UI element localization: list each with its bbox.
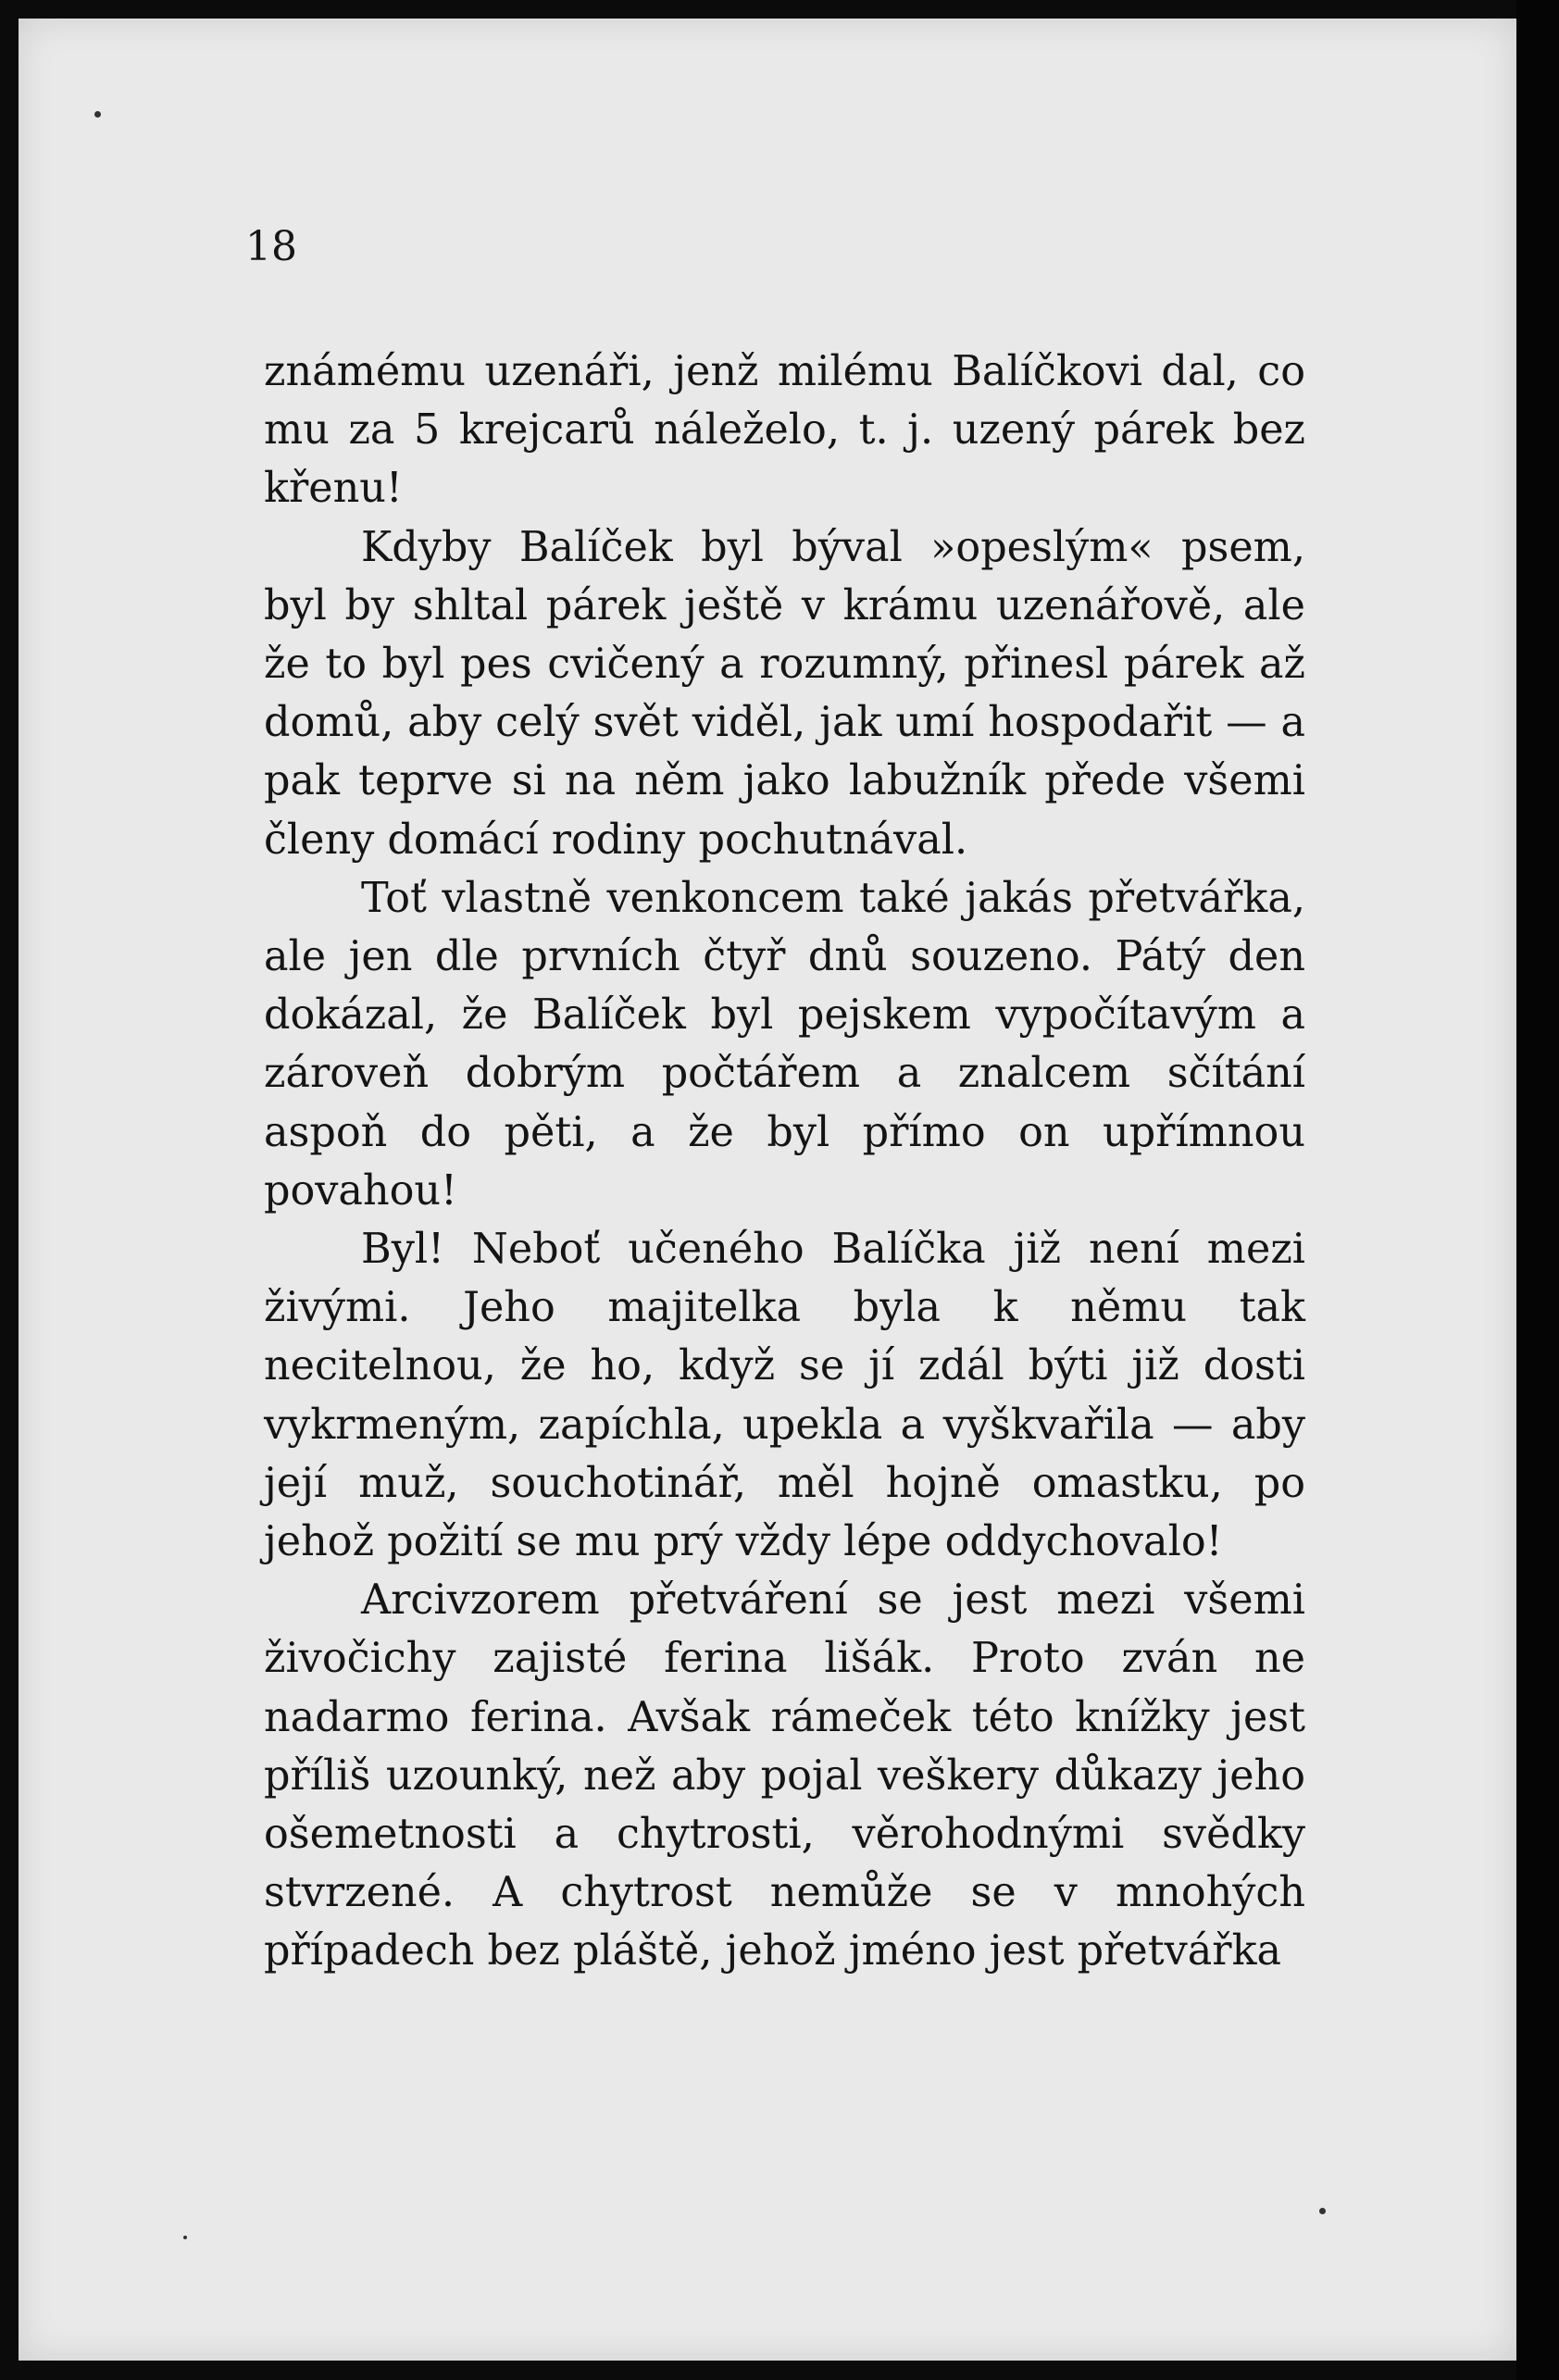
- paragraph-3: Toť vlastně venkoncem také jakás přetvářka, ale jen dle prvních čtyř dnů souzeno. Pátý den dokázal, že Balíček byl pejskem vypočítavým a zároveň dobrým počtářem a znalcem sčítání aspoň do pěti, a že byl přímo on upřímnou povahou!: [264, 874, 1305, 1215]
- paragraph-1: známému uzenáři, jenž milému Balíčkovi dal, co mu za 5 krejcarů náleželo, t. j. uzený párek bez křenu!: [264, 348, 1305, 513]
- body-text: [264, 343, 1305, 1981]
- print-speck: [94, 111, 101, 118]
- paragraph-2: Kdyby Balíček byl býval »opeslým« psem, byl by shltal párek ještě v krámu uzenářově, ale že to byl pes cvičený a rozumný, přinesl párek až domů, aby celý svět viděl, jak umí hospodařit — a pak teprve si na něm jako labužník přede všemi členy domácí rodiny pochutnával.: [264, 523, 1305, 864]
- book-spine-shadow: [1516, 0, 1559, 2380]
- print-speck: [1319, 2208, 1326, 2214]
- paragraph-5: Arcivzorem přetváření se jest mezi všemi živočichy zajisté ferina lišák. Proto zván ne nadarmo ferina. Avšak rámeček této knížky jest příliš uzounký, než aby pojal veškery důkazy jeho ošemetnosti a chytrosti, věrohodnými svědky stvrzené. A chytrost nemůže se v mnohých případech bez pláště, jehož jméno jest přetvářka: [264, 1576, 1305, 1975]
- paragraph-4: Byl! Neboť učeného Balíčka již není mezi živými. Jeho majitelka byla k němu tak necitelnou, že ho, když se jí zdál býti již dosti vykrmeným, zapíchla, upekla a vyškvařila — aby její muž, souchotinář, měl hojně omastku, po jehož požití se mu prý vždy lépe oddychovalo!: [264, 1226, 1305, 1566]
- page-number: 18: [245, 223, 297, 270]
- print-speck: [183, 2236, 187, 2239]
